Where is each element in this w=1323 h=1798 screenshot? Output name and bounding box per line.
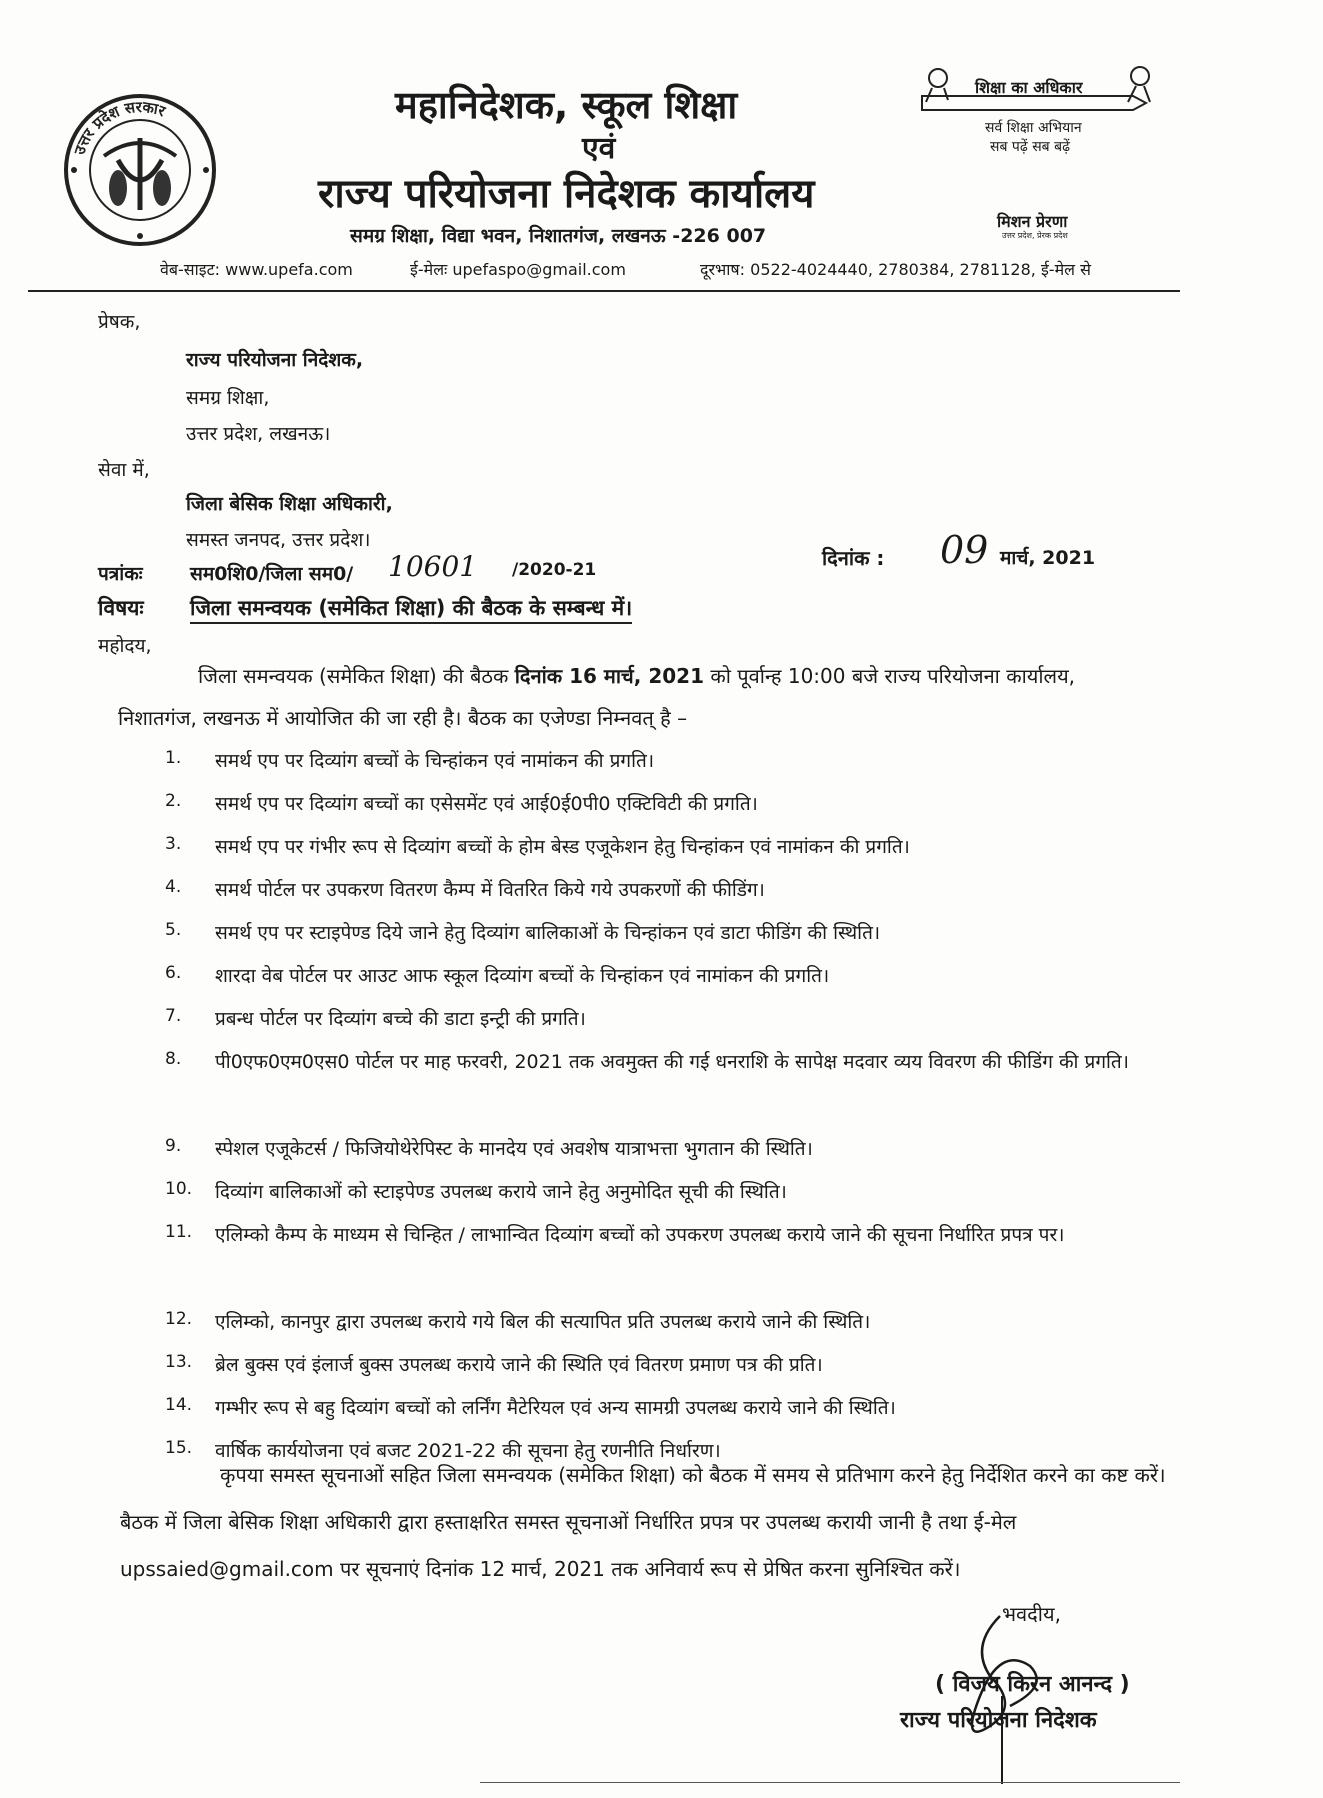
agenda-text: स्पेशल एजूकेटर्स / फिजियोथेरेपिस्ट के मानदेय एवं अवशेष यात्राभत्ता भुगतान की स्थिति। bbox=[215, 1138, 813, 1160]
agenda-text: समर्थ एप पर स्टाइपेण्ड दिये जाने हेतु दिव्यांग बालिकाओं के चिन्हांकन एवं डाटा फीडिंग की स्थिति। bbox=[215, 922, 881, 944]
agenda-text: समर्थ पोर्टल पर उपकरण वितरण कैम्प में वितरित किये गये उपकरणों की फीडिंग। bbox=[215, 879, 765, 901]
header-title-line1: महानिदेशक, स्कूल शिक्षा bbox=[395, 83, 738, 127]
sender-line-2: समग्र शिक्षा, bbox=[186, 387, 270, 409]
agenda-text: एलिम्को, कानपुर द्वारा उपलब्ध कराये गये बिल की सत्यापित प्रति उपलब्ध कराये जाने की स्थिति। bbox=[215, 1311, 871, 1333]
recipient-line-1: जिला बेसिक शिक्षा अधिकारी, bbox=[186, 493, 393, 515]
reference-prefix: सम0शि0/जिला सम0/ bbox=[190, 563, 354, 585]
reference-number: 10601 bbox=[388, 550, 478, 583]
agenda-text: वार्षिक कार्ययोजना एवं बजट 2021-22 की सूचना हेतु रणनीति निर्धारण। bbox=[215, 1440, 721, 1462]
government-emblem bbox=[60, 90, 220, 250]
intro-meeting-date: दिनांक 16 मार्च, 2021 bbox=[514, 664, 704, 688]
intro-line-1 bbox=[198, 656, 1075, 697]
intro-text-b: को पूर्वान्ह 10:00 बजे राज्य परियोजना कार्यालय, bbox=[710, 664, 1076, 688]
agenda-text: दिव्यांग बालिकाओं को स्टाइपेण्ड उपलब्ध कराये जाने हेतु अनुमोदित सूची की स्थिति। bbox=[215, 1181, 787, 1203]
agenda-number: 14. bbox=[165, 1395, 193, 1415]
subject-text: जिला समन्वयक (समेकित शिक्षा) की बैठक के सम्बन्ध में। bbox=[190, 594, 632, 624]
agenda-number: 12. bbox=[165, 1309, 193, 1329]
agenda-text: एलिम्को कैम्प के माध्यम से चिन्हित / लाभान्वित दिव्यांग बच्चों को उपकरण उपलब्ध कराये जाने की सूचना निर्धारित प्रपत्र पर। bbox=[215, 1224, 1065, 1246]
agenda-text: शारदा वेब पोर्टल पर आउट आफ स्कूल दिव्यांग बच्चों के चिन्हांकन एवं नामांकन की प्रगति। bbox=[215, 965, 830, 987]
agenda-number: 10. bbox=[165, 1179, 193, 1199]
footer-divider bbox=[480, 1782, 1180, 1783]
intro-text-a: जिला समन्वयक (समेकित शिक्षा) की बैठक bbox=[198, 664, 509, 688]
agenda-number: 11. bbox=[165, 1222, 193, 1242]
header-email: ई-मेलः upefaspo@gmail.com bbox=[410, 260, 626, 279]
sender-label: प्रेषक, bbox=[98, 311, 141, 333]
agenda-number: 2. bbox=[165, 791, 182, 811]
agenda-text: समर्थ एप पर गंभीर रूप से दिव्यांग बच्चों के होम बेस्ड एजूकेशन हेतु चिन्हांकन एवं नामांकन की प्रगति। bbox=[215, 836, 910, 858]
agenda-text: गम्भीर रूप से बहु दिव्यांग बच्चों को लर्निंग मैटेरियल एवं अन्य सामग्री उपलब्ध कराये जाने की स्थिति। bbox=[215, 1397, 896, 1419]
intro-line-2: निशातगंज, लखनऊ में आयोजित की जा रही है। बैठक का एजेण्डा निम्नवत् है – bbox=[118, 706, 688, 730]
agenda-text: समर्थ एप पर दिव्यांग बच्चों का एसेसमेंट एवं आई0ई0पी0 एक्टिविटी की प्रगति। bbox=[215, 793, 758, 815]
header-address: समग्र शिक्षा, विद्या भवन, निशातगंज, लखनऊ -226 007 bbox=[350, 225, 767, 247]
to-label: सेवा में, bbox=[98, 459, 150, 481]
date-label: दिनांक : bbox=[822, 546, 885, 570]
reference-label: पत्रांकः bbox=[98, 563, 143, 585]
sender-line-3: उत्तर प्रदेश, लखनऊ। bbox=[186, 423, 331, 445]
agenda-number: 3. bbox=[165, 834, 182, 854]
agenda-number: 9. bbox=[165, 1136, 182, 1156]
agenda-number: 1. bbox=[165, 748, 182, 768]
agenda-text: ब्रेल बुक्स एवं इंलार्ज बुक्स उपलब्ध कराये जाने की स्थिति एवं वितरण प्रमाण पत्र की प्रति। bbox=[215, 1354, 823, 1376]
agenda-text: प्रबन्ध पोर्टल पर दिव्यांग बच्चे की डाटा इन्ट्री की प्रगति। bbox=[215, 1008, 586, 1030]
reference-year: /2020-21 bbox=[512, 560, 597, 580]
regards: भवदीय, bbox=[1002, 1602, 1061, 1626]
agenda-number: 7. bbox=[165, 1006, 182, 1026]
header-conjunction: एवं bbox=[582, 131, 616, 166]
agenda-number: 8. bbox=[165, 1049, 182, 1069]
closing-paragraph: कृपया समस्त सूचनाओं सहित जिला समन्वयक (समेकित शिक्षा) को बैठक में समय से प्रतिभाग करने हेतु निर्देशित करने का कष्ट करें। बैठक में जिला बेसिक शिक्षा अधिकारी द्वारा हस्ताक्षरित समस्त सूचनाओं निर्धारित प्रपत्र पर उपलब्ध करायी जानी है तथा ई-मेल upssaied@gmail.com पर सूचनाएं दिनांक 12 मार्च, 2021 तक अनिवार्य रूप से प्रेषित करना सुनिश्चित करें। bbox=[120, 1463, 1166, 1581]
recipient-line-2: समस्त जनपद, उत्तर प्रदेश। bbox=[186, 529, 371, 551]
mission-prerna-subtitle: उत्तर प्रदेश, प्रेरक प्रदेश bbox=[1002, 231, 1068, 240]
header-phone: दूरभाष: 0522-4024440, 2780384, 2781128, ई-मेल से bbox=[700, 260, 1091, 279]
sender-line-1: राज्य परियोजना निदेशक, bbox=[186, 349, 364, 371]
date-month-year: मार्च, 2021 bbox=[1000, 547, 1096, 569]
subject-label: विषयः bbox=[98, 596, 144, 620]
agenda-number: 5. bbox=[165, 920, 182, 940]
agenda-number: 4. bbox=[165, 877, 182, 897]
agenda-number: 15. bbox=[165, 1438, 193, 1458]
logo-tagline: सब पढ़ें सब बढ़ें bbox=[990, 139, 1070, 155]
salutation: महोदय, bbox=[98, 635, 152, 657]
mission-prerna-logo: मिशन प्रेरणा bbox=[997, 212, 1068, 231]
logo-campaign: सर्व शिक्षा अभियान bbox=[985, 120, 1082, 136]
signatory-name: ( विजय किरन आनन्द ) bbox=[935, 1672, 1130, 1697]
logo-slogan: शिक्षा का अधिकार bbox=[975, 78, 1083, 97]
agenda-number: 13. bbox=[165, 1352, 193, 1372]
header-title-line2: राज्य परियोजना निदेशक कार्यालय bbox=[318, 171, 815, 217]
emblem-text: उत्तर प्रदेश सरकार bbox=[70, 97, 168, 157]
signatory-designation: राज्य परियोजना निदेशक bbox=[900, 1708, 1097, 1733]
agenda-number: 6. bbox=[165, 963, 182, 983]
agenda-text: समर्थ एप पर दिव्यांग बच्चों के चिन्हांकन एवं नामांकन की प्रगति। bbox=[215, 750, 655, 772]
header-divider bbox=[28, 290, 1180, 292]
header-website: वेब-साइट: www.upefa.com bbox=[160, 260, 353, 279]
date-day: 09 bbox=[940, 528, 989, 572]
agenda-text: पी0एफ0एम0एस0 पोर्टल पर माह फरवरी, 2021 तक अवमुक्त की गई धनराशि के सापेक्ष मदवार व्यय विवरण की फीडिंग की प्रगति। bbox=[215, 1051, 1129, 1073]
